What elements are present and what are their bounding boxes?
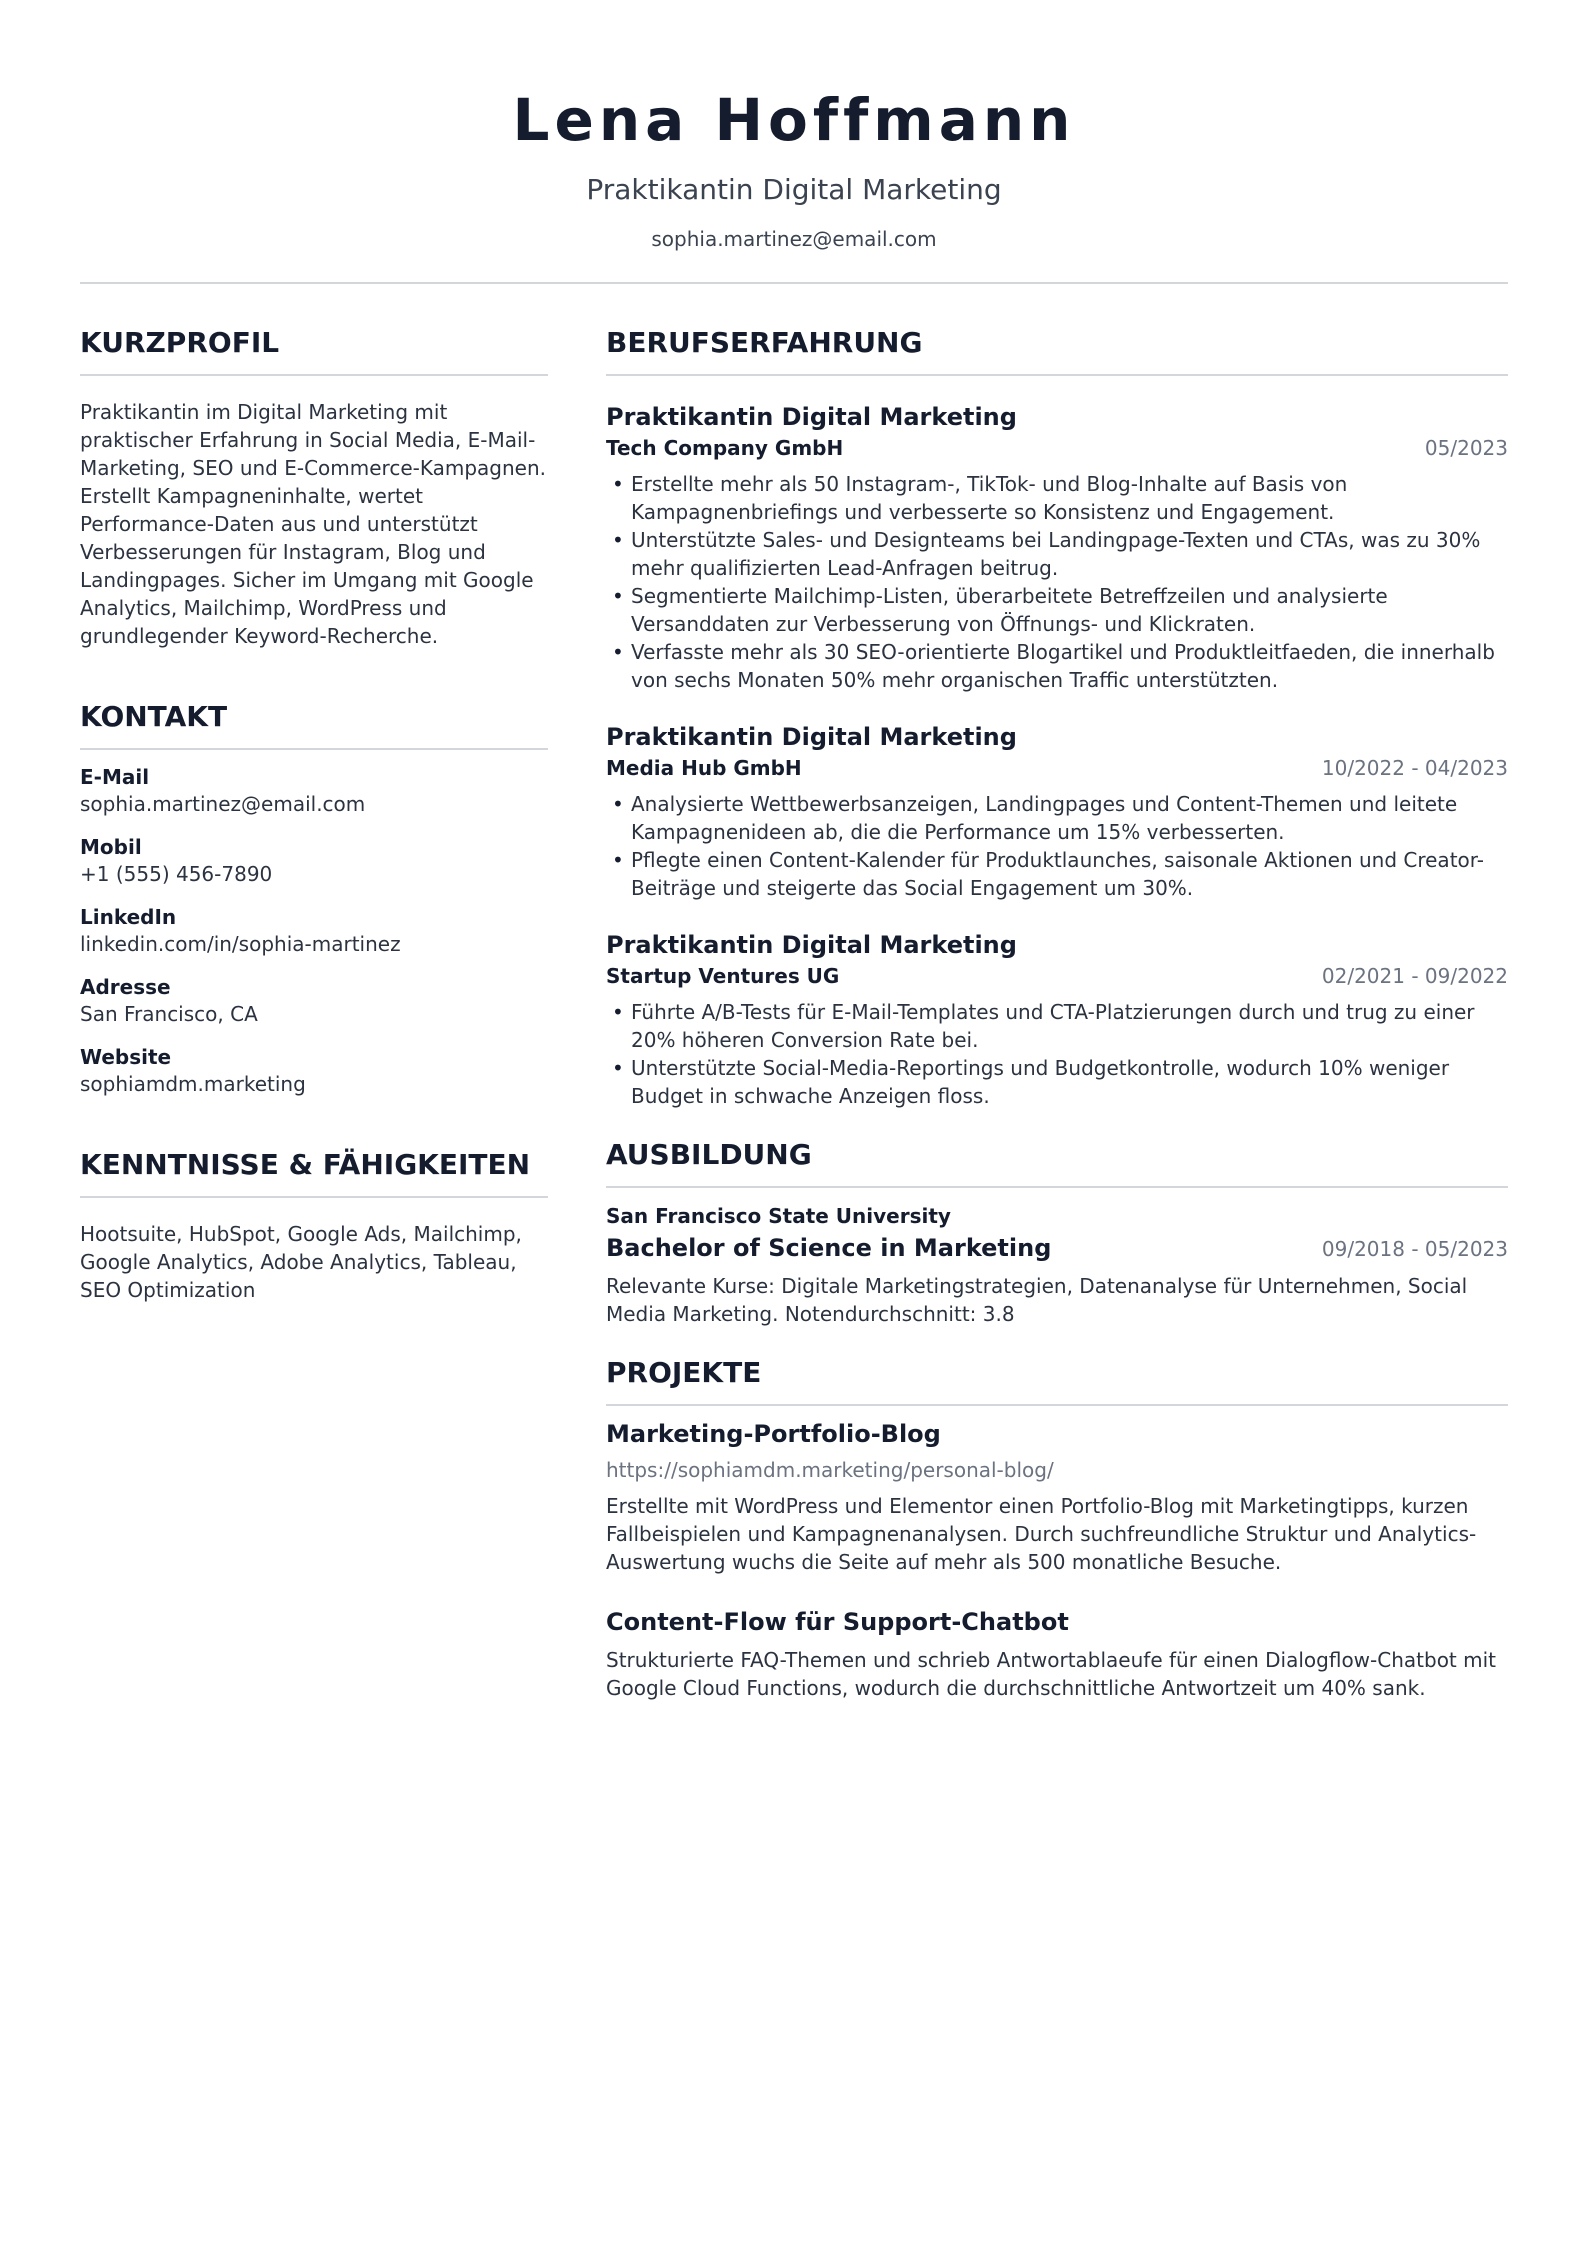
job-bullet: • Unterstützte Social-Media-Reportings und Budgetkontrolle, wodurch 10% weniger Budget in schwache Anzeigen floss. [606,1054,1508,1110]
summary-section [80,326,548,650]
project-title: Marketing-Portfolio-Blog [606,1420,941,1448]
contact-label: Website [80,1045,172,1069]
contact-label: E-Mail [80,765,150,789]
project-title: Content-Flow für Support-Chatbot [606,1608,1069,1636]
education-entry [606,1202,1508,1328]
contact-label: LinkedIn [80,905,177,929]
left-column [80,326,548,1730]
contact-label: Adresse [80,975,171,999]
job-bullet: • Segmentierte Mailchimp-Listen, überarbeitete Betreffzeilen und analysierte Versanddaten zur Verbesserung von Öffnungs- und Klickraten. [606,582,1508,638]
education-details: Relevante Kurse: Digitale Marketingstrategien, Datenanalyse für Unternehmen, Social Media Marketing. Notendurchschnitt: 3.8 [606,1274,1468,1326]
job-company: Startup Ventures UG [606,964,840,988]
job-bullet: • Pflegte einen Content-Kalender für Produktlaunches, saisonale Aktionen und Creator-Beiträge und steigerte das Social Engagement um 30%. [606,846,1508,902]
education-heading: AUSBILDUNG [606,1138,1508,1188]
contact-item-website [80,1044,548,1098]
header-email[interactable]: sophia.martinez@email.com [651,227,937,251]
contact-website-value[interactable]: sophiamdm.marketing [80,1072,306,1096]
job-bullet: • Analysierte Wettbewerbsanzeigen, Landingpages und Content-Themen und leitete Kampagnenideen ab, die die Performance um 15% verbesserten. [606,790,1508,846]
job-bullet: • Verfasste mehr als 30 SEO-orientierte Blogartikel und Produktleitfaeden, die innerhalb von sechs Monaten 50% mehr organischen Traffic unterstützten. [606,638,1508,694]
summary-heading: KURZPROFIL [80,326,548,376]
education-school: San Francisco State University [606,1204,951,1228]
job-date: 02/2021 - 09/2022 [1321,964,1508,988]
project-description: Strukturierte FAQ-Themen und schrieb Antwortablaeufe für einen Dialogflow-Chatbot mit Google Cloud Functions, wodurch die durchschnittliche Antwortzeit um 40% sank. [606,1648,1497,1700]
header-divider [80,282,1508,284]
contact-address-value: San Francisco, CA [80,1002,258,1026]
contact-label: Mobil [80,835,142,859]
contact-section [80,700,548,1098]
education-degree: Bachelor of Science in Marketing [606,1234,1052,1262]
resume-header [80,0,1508,284]
candidate-name: Lena Hoffmann [512,86,1076,154]
contact-email-value[interactable]: sophia.martinez@email.com [80,792,366,816]
job-role: Praktikantin Digital Marketing [606,723,1017,751]
job-meta [606,754,1508,782]
job-role: Praktikantin Digital Marketing [606,403,1017,431]
project-entry [606,1606,1508,1702]
project-description: Erstellte mit WordPress und Elementor einen Portfolio-Blog mit Marketingtipps, kurzen Fallbeispielen und Kampagnenanalysen. Durch suchfreundliche Struktur und Analytics-Auswertung wuchs die Seite auf mehr als 500 monatliche Besuche. [606,1494,1477,1574]
contact-item-email [80,764,548,818]
job-bullet: • Erstellte mehr als 50 Instagram-, TikTok- und Blog-Inhalte auf Basis von Kampagnenbriefings und verbesserte so Konsistenz und Engagement. [606,470,1508,526]
job-bullets [606,470,1508,694]
job-meta [606,962,1508,990]
project-entry [606,1418,1508,1576]
contact-heading: KONTAKT [80,700,548,750]
skills-section [80,1148,548,1304]
contact-item-address [80,974,548,1028]
job-role: Praktikantin Digital Marketing [606,931,1017,959]
job-date: 05/2023 [1424,436,1508,460]
projects-heading: PROJEKTE [606,1356,1508,1406]
education-date: 09/2018 - 05/2023 [1321,1237,1508,1261]
skills-heading: KENNTNISSE & FÄHIGKEITEN [80,1148,548,1198]
job-entry [606,402,1508,694]
job-bullet: • Unterstützte Sales- und Designteams bei Landingpage-Texten und CTAs, was zu 30% mehr qualifizierten Lead-Anfragen beitrug. [606,526,1508,582]
projects-section [606,1356,1508,1702]
job-company: Media Hub GmbH [606,756,802,780]
job-company: Tech Company GmbH [606,436,844,460]
right-column [606,326,1508,1730]
job-bullets [606,790,1508,902]
job-bullets [606,998,1508,1110]
contact-phone-value[interactable]: +1 (555) 456-7890 [80,862,273,886]
job-entry [606,930,1508,1110]
education-section [606,1138,1508,1328]
project-url-link[interactable]: https://sophiamdm.marketing/personal-blog/ [606,1458,1054,1482]
skills-text: Hootsuite, HubSpot, Google Ads, Mailchimp, Google Analytics, Adobe Analytics, Tableau, SEO Optimization [80,1222,522,1302]
candidate-title: Praktikantin Digital Marketing [586,173,1002,206]
experience-section [606,326,1508,1110]
job-entry [606,722,1508,902]
job-bullet: • Führte A/B-Tests für E-Mail-Templates und CTA-Platzierungen durch und trug zu einer 20% höheren Conversion Rate bei. [606,998,1508,1054]
summary-text: Praktikantin im Digital Marketing mit praktischer Erfahrung in Social Media, E-Mail-Marketing, SEO und E-Commerce-Kampagnen. Erstellt Kampagneninhalte, wertet Performance-Daten aus und unterstützt Verbesserungen für Instagram, Blog und Landingpages. Sicher im Umgang mit Google Analytics, Mailchimp, WordPress und grundlegender Keyword-Recherche. [80,400,547,648]
contact-item-phone [80,834,548,888]
job-meta [606,434,1508,462]
experience-heading: BERUFSERFAHRUNG [606,326,1508,376]
contact-item-linkedin [80,904,548,958]
contact-linkedin-value[interactable]: linkedin.com/in/sophia-martinez [80,932,401,956]
education-row [606,1232,1508,1264]
resume-columns [80,326,1508,1730]
job-date: 10/2022 - 04/2023 [1321,756,1508,780]
